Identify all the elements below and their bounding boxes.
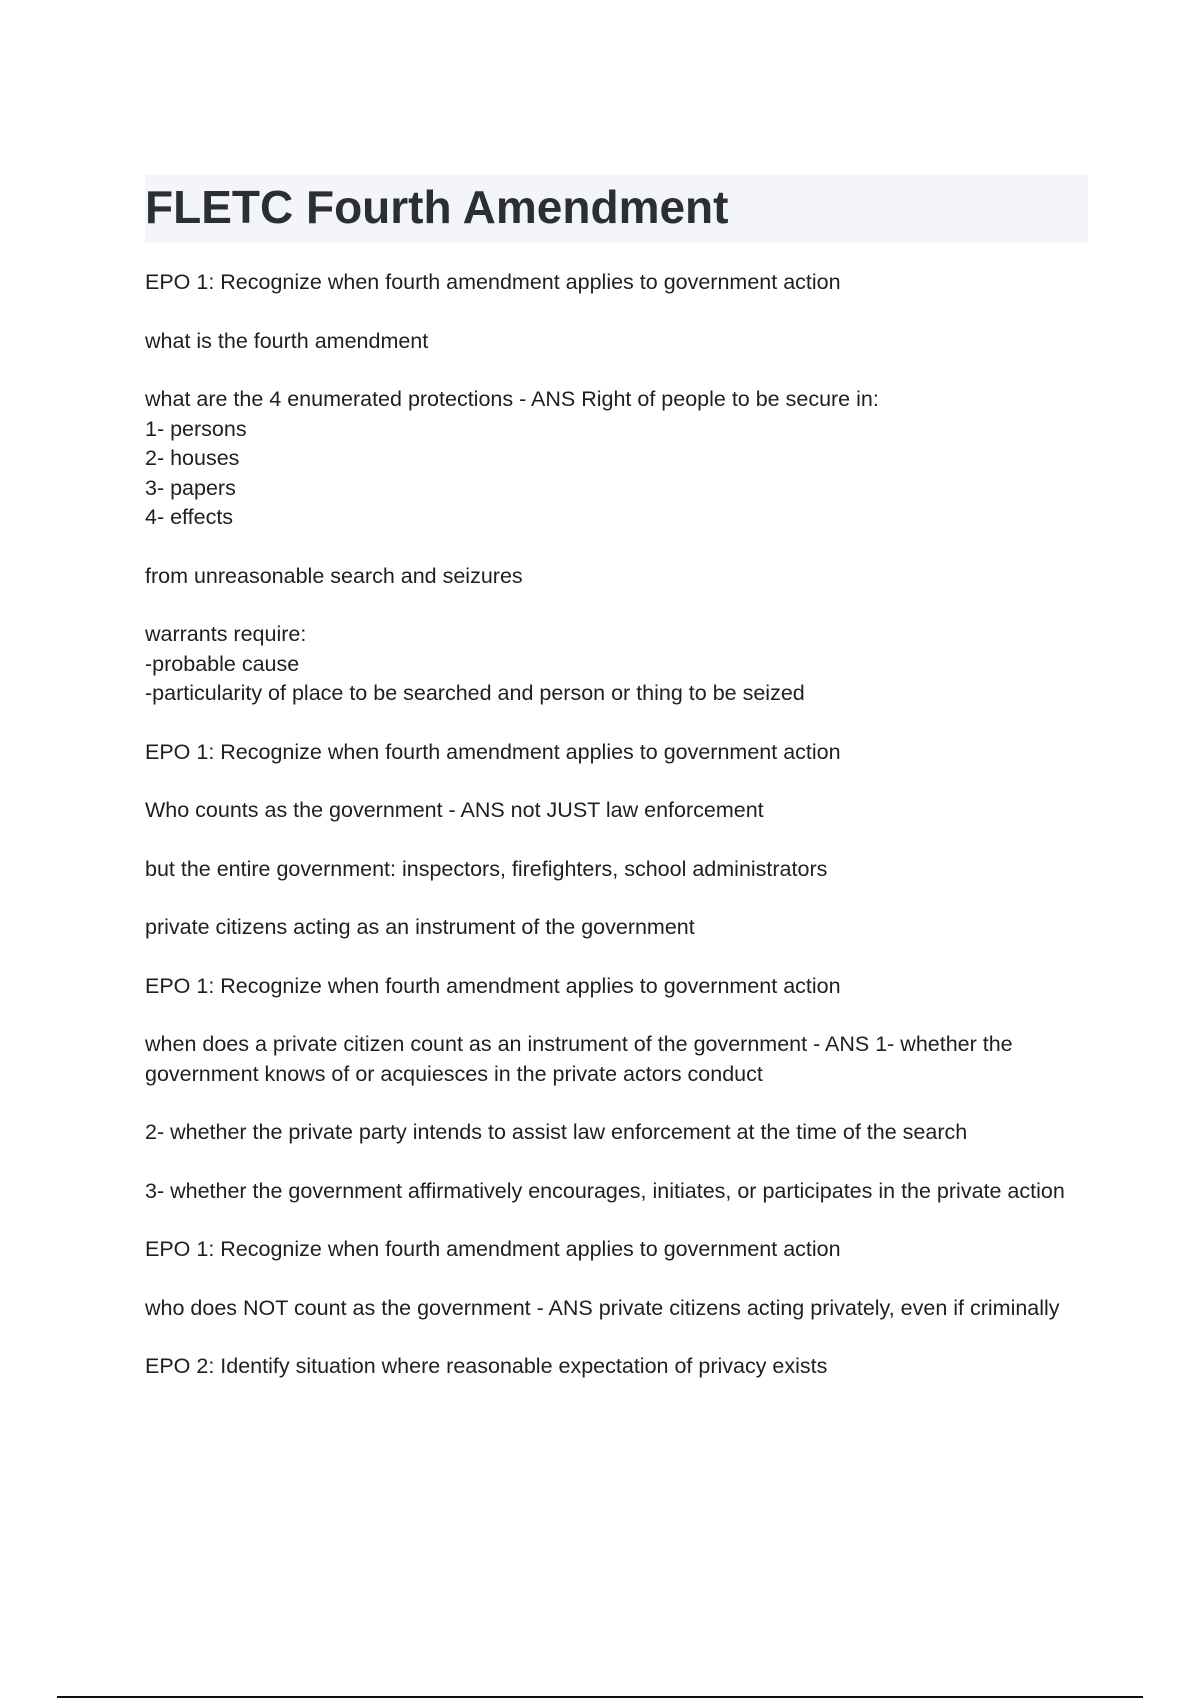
question-paragraph	[145, 1030, 1075, 1089]
text-line: warrants require:	[145, 622, 307, 646]
text-line: Who counts as the government - ANS not JUST law enforcement	[145, 798, 764, 822]
list-item: -particularity of place to be searched and person or thing to be seized	[145, 681, 805, 705]
title-banner	[145, 175, 1088, 243]
text-line: EPO 2: Identify situation where reasonable expectation of privacy exists	[145, 1354, 828, 1378]
page-title: FLETC Fourth Amendment	[145, 181, 729, 233]
list-item: 3- papers	[145, 475, 236, 500]
objective-heading	[145, 972, 1075, 1002]
body-paragraph	[145, 1118, 1075, 1148]
question-paragraph	[145, 327, 1075, 357]
text-block: who does NOT count as the government - ANS private citizens acting privately, even if criminally	[145, 1295, 1060, 1320]
text-line: from unreasonable search and seizures	[145, 563, 523, 588]
text-line: what are the 4 enumerated protections - ANS Right of people to be secure in:	[145, 387, 879, 411]
list-item: -probable cause	[145, 651, 300, 676]
body-paragraph	[145, 855, 1075, 885]
objective-heading	[145, 1235, 1075, 1265]
text-line: but the entire government: inspectors, firefighters, school administrators	[145, 856, 828, 881]
text-line: private citizens acting as an instrument of the government	[145, 915, 695, 939]
text-line: what is the fourth amendment	[145, 328, 429, 353]
question-paragraph	[145, 796, 1075, 826]
question-paragraph	[145, 1294, 1075, 1324]
text-block: 3- whether the government affirmatively encourages, initiates, or participates in the private action	[145, 1178, 1065, 1203]
body-paragraph	[145, 562, 1075, 592]
list-item: 1- persons	[145, 416, 247, 441]
footer-divider	[57, 1696, 1143, 1698]
text-line: EPO 1: Recognize when fourth amendment applies to government action	[145, 973, 841, 998]
list-item: 2- houses	[145, 446, 240, 470]
text-line: 2- whether the private party intends to assist law enforcement at the time of the search	[145, 1120, 968, 1144]
list-item: 4- effects	[145, 505, 234, 529]
text-line: EPO 1: Recognize when fourth amendment applies to government action	[145, 270, 841, 294]
document-body	[145, 268, 1075, 1411]
objective-heading	[145, 268, 1075, 298]
body-paragraph	[145, 1177, 1075, 1207]
text-block: when does a private citizen count as an instrument of the government - ANS 1- whether the government knows of or acquiesces in the private actors conduct	[145, 1032, 1013, 1086]
text-line: EPO 1: Recognize when fourth amendment applies to government action	[145, 1237, 841, 1261]
protections-paragraph	[145, 385, 1075, 533]
objective-heading	[145, 738, 1075, 768]
text-line: EPO 1: Recognize when fourth amendment applies to government action	[145, 739, 841, 764]
warrants-paragraph	[145, 620, 1075, 709]
objective-heading	[145, 1352, 1075, 1382]
body-paragraph	[145, 913, 1075, 943]
